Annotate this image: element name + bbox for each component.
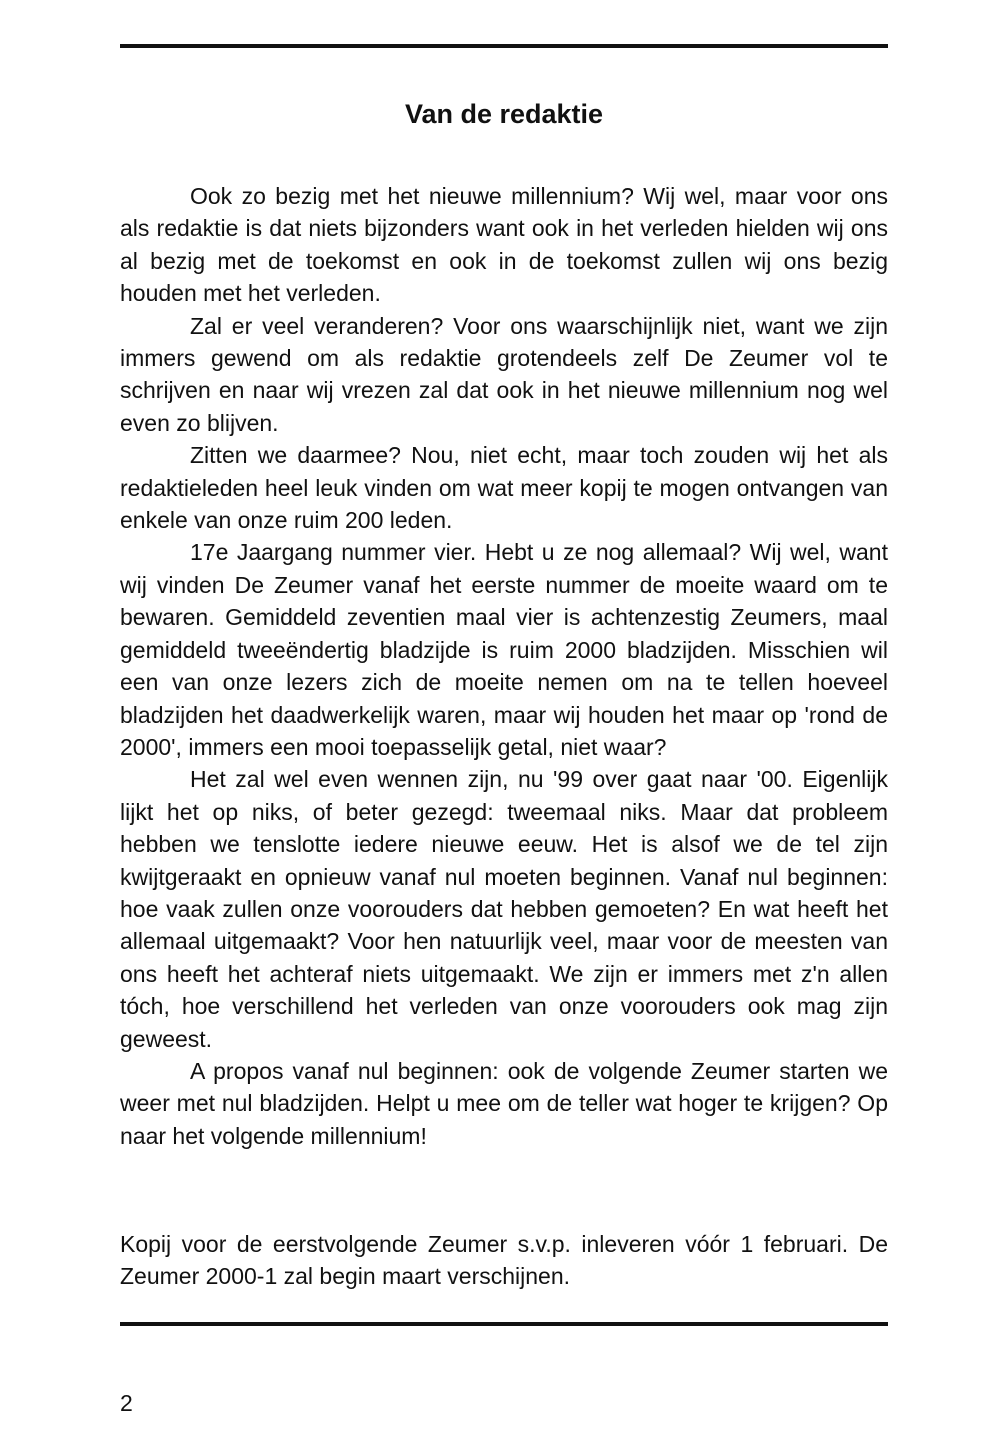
paragraph-6: A propos vanaf nul beginnen: ook de volgende Zeumer starten we weer met nul bladzijden. Helpt u mee om de teller wat hoger te krijgen? Op naar het volgende millennium! <box>120 1057 888 1149</box>
paragraph-2: Zal er veel veranderen? Voor ons waarschijnlijk niet, want we zijn immers gewend om als redaktie grotendeels zelf De Zeumer vol te schrijven en naar wij vrezen zal dat ook in het nieuwe millennium nog wel even zo blijven. <box>120 312 888 436</box>
submission-note: Kopij voor de eerstvolgende Zeumer s.v.p. inleveren vóór 1 februari. De Zeumer 2000-1 zal begin maart verschijnen. <box>120 1231 888 1289</box>
page-number: 2 <box>120 1390 133 1416</box>
page-title: Van de redaktie <box>404 99 604 130</box>
paragraph-5: Het zal wel even wennen zijn, nu '99 over gaat naar '00. Eigenlijk lijkt het op niks, of beter gezegd: tweemaal niks. Maar dat probleem hebben we tenslotte iedere nieuwe eeuw. Het is alsof we de tel zijn kwijtgeraakt en opnieuw vanaf nul moeten beginnen. Vanaf nul beginnen: hoe vaak zullen onze voorouders dat hebben gemoeten? En wat heeft het allemaal uitgemaakt? Voor hen natuurlijk veel, maar voor de meesten van ons heeft het achteraf niets uitgemaakt. We zijn er immers met z'n allen tóch, hoe verschillend het verleden van onze voorouders ook mag zijn geweest. <box>120 766 888 1052</box>
paragraph-3: Zitten we daarmee? Nou, niet echt, maar toch zouden wij het als redaktieleden heel leuk vinden om wat meer kopij te mogen ontvangen van enkele van onze ruim 200 leden. <box>120 442 888 534</box>
paragraph-1: Ook zo bezig met het nieuwe millennium? Wij wel, maar voor ons als redaktie is dat niets bijzonders want ook in het verleden hielden wij ons al bezig met de toekomst en ook in de toekomst zullen wij ons bezig houden met het verleden. <box>120 183 888 307</box>
article-body <box>120 180 888 1152</box>
paragraph-4: 17e Jaargang nummer vier. Hebt u ze nog allemaal? Wij wel, want wij vinden De Zeumer vanaf het eerste nummer de moeite waard om te bewaren. Gemiddeld zeventien maal vier is achtenzestig Zeumers, maal gemiddeld tweeëndertig bladzijde is ruim 2000 bladzijden. Misschien wil een van onze lezers zich de moeite nemen om na te tellen hoeveel bladzijden het daadwerkelijk waren, maar wij houden het maar op 'rond de 2000', immers een mooi toepasselijk getal, niet waar? <box>120 539 888 760</box>
bottom-divider <box>120 1322 888 1326</box>
top-divider <box>120 44 888 48</box>
